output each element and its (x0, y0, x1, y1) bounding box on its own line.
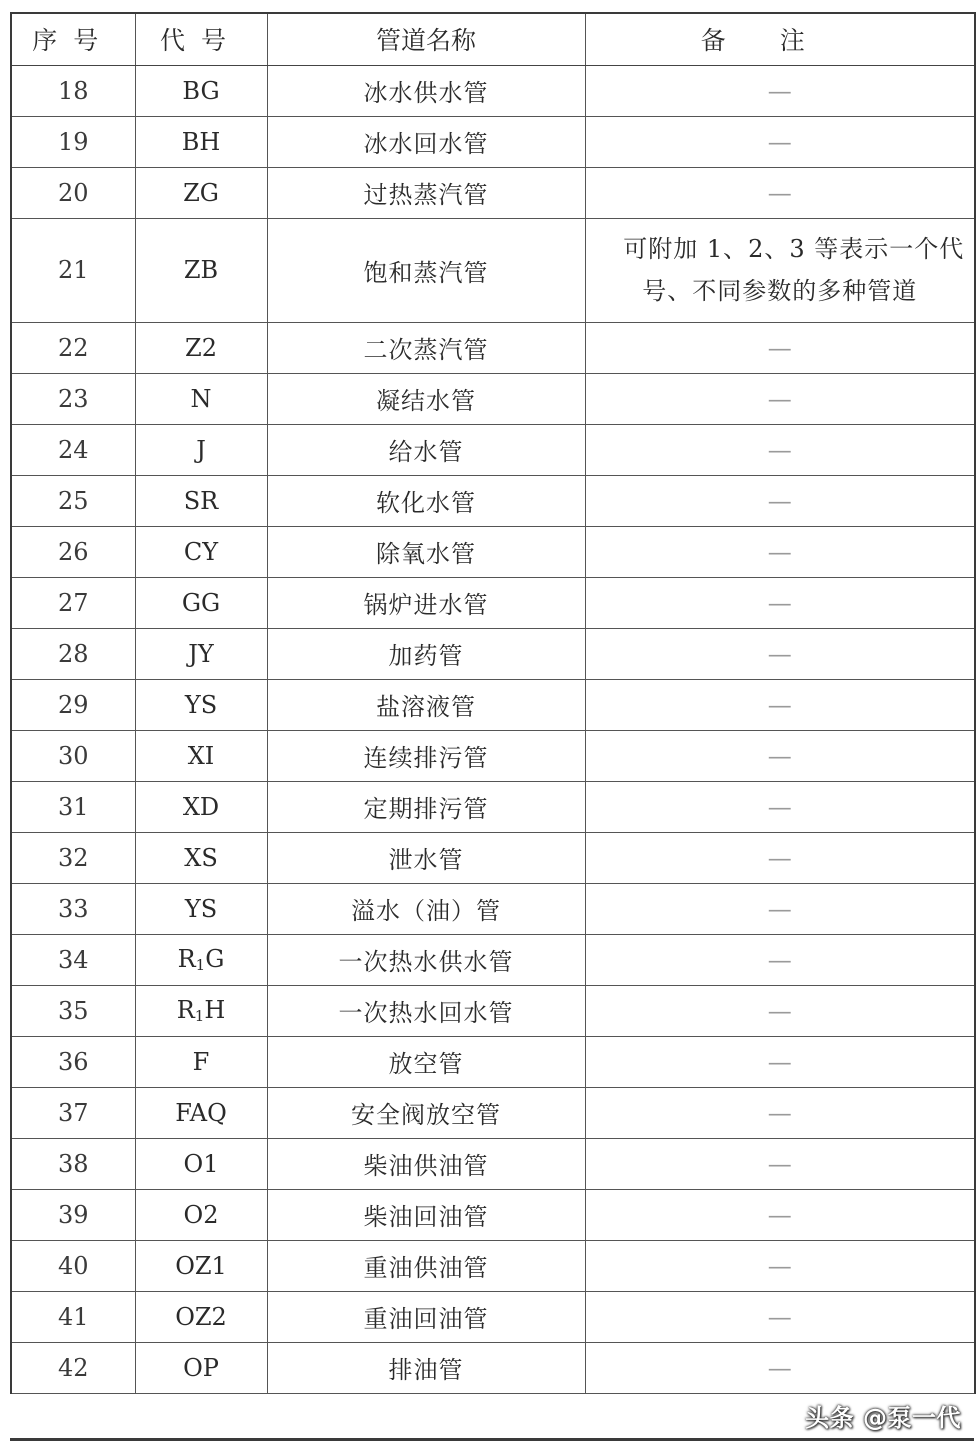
row-note: — (585, 475, 975, 526)
pipe-code-table (10, 12, 976, 1394)
table-row (11, 679, 975, 730)
table-row (11, 424, 975, 475)
row-seq: 39 (11, 1189, 135, 1240)
row-note: — (585, 934, 975, 985)
row-name: 饱和蒸汽管 (267, 218, 585, 322)
row-code: OZ1 (135, 1240, 267, 1291)
row-note: — (585, 116, 975, 167)
row-code: GG (135, 577, 267, 628)
row-name: 除氧水管 (267, 526, 585, 577)
row-name: 加药管 (267, 628, 585, 679)
row-seq: 30 (11, 730, 135, 781)
row-note: — (585, 1342, 975, 1393)
row-note: — (585, 1291, 975, 1342)
table-row (11, 985, 975, 1036)
row-name: 溢水（油）管 (267, 883, 585, 934)
row-seq: 18 (11, 65, 135, 116)
row-seq: 42 (11, 1342, 135, 1393)
row-seq: 37 (11, 1087, 135, 1138)
table-row (11, 934, 975, 985)
row-code: O2 (135, 1189, 267, 1240)
row-note: — (585, 1036, 975, 1087)
row-name: 过热蒸汽管 (267, 167, 585, 218)
row-note: — (585, 1240, 975, 1291)
row-seq: 41 (11, 1291, 135, 1342)
row-seq: 25 (11, 475, 135, 526)
row-code: Z2 (135, 322, 267, 373)
row-name: 一次热水回水管 (267, 985, 585, 1036)
row-note: — (585, 781, 975, 832)
row-code: XS (135, 832, 267, 883)
row-name: 重油供油管 (267, 1240, 585, 1291)
row-code: JY (135, 628, 267, 679)
row-code: XD (135, 781, 267, 832)
row-code: YS (135, 883, 267, 934)
row-name: 一次热水供水管 (267, 934, 585, 985)
row-code: ZB (135, 218, 267, 322)
row-name: 凝结水管 (267, 373, 585, 424)
table-row (11, 65, 975, 116)
row-code: ZG (135, 167, 267, 218)
row-seq: 20 (11, 167, 135, 218)
table-row (11, 1342, 975, 1393)
row-code: BH (135, 116, 267, 167)
row-note: — (585, 65, 975, 116)
table-row (11, 781, 975, 832)
table-row (11, 218, 975, 322)
watermark: 头条 @泵一代 (805, 1404, 961, 1432)
table-row (11, 1291, 975, 1342)
row-name: 泄水管 (267, 832, 585, 883)
row-note: — (585, 679, 975, 730)
row-seq: 27 (11, 577, 135, 628)
row-code: $R_1H$ (135, 985, 267, 1036)
table-row (11, 577, 975, 628)
row-code: F (135, 1036, 267, 1087)
row-seq: 35 (11, 985, 135, 1036)
row-seq: 22 (11, 322, 135, 373)
table-row (11, 1240, 975, 1291)
table-row (11, 1189, 975, 1240)
row-note: — (585, 424, 975, 475)
row-name: 安全阀放空管 (267, 1087, 585, 1138)
header-note: 备注 (585, 13, 975, 65)
table-row (11, 1138, 975, 1189)
row-note: — (585, 167, 975, 218)
row-code: OZ2 (135, 1291, 267, 1342)
row-note: — (585, 1189, 975, 1240)
row-name: 排油管 (267, 1342, 585, 1393)
row-note: — (585, 577, 975, 628)
row-name: 放空管 (267, 1036, 585, 1087)
table-row (11, 1036, 975, 1087)
header-seq: 序号 (11, 13, 135, 65)
header-name: 管道名称 (267, 13, 585, 65)
row-note: — (585, 883, 975, 934)
row-seq: 36 (11, 1036, 135, 1087)
table-row (11, 167, 975, 218)
row-note: — (585, 985, 975, 1036)
table-row (11, 475, 975, 526)
row-note: — (585, 1087, 975, 1138)
row-note: — (585, 526, 975, 577)
table-row (11, 730, 975, 781)
row-seq: 31 (11, 781, 135, 832)
row-code: O1 (135, 1138, 267, 1189)
row-seq: 32 (11, 832, 135, 883)
row-seq: 33 (11, 883, 135, 934)
row-note: — (585, 322, 975, 373)
row-code: YS (135, 679, 267, 730)
table-row (11, 1087, 975, 1138)
table-row (11, 883, 975, 934)
row-seq: 23 (11, 373, 135, 424)
row-note: — (585, 1138, 975, 1189)
row-name: 柴油供油管 (267, 1138, 585, 1189)
table-row (11, 322, 975, 373)
row-seq: 34 (11, 934, 135, 985)
row-code: $R_1G$ (135, 934, 267, 985)
row-name: 锅炉进水管 (267, 577, 585, 628)
row-seq: 40 (11, 1240, 135, 1291)
table-bottom-rule (10, 1438, 974, 1441)
row-name: 连续排污管 (267, 730, 585, 781)
row-code: N (135, 373, 267, 424)
row-note: — (585, 730, 975, 781)
row-code: CY (135, 526, 267, 577)
table-row (11, 116, 975, 167)
row-seq: 26 (11, 526, 135, 577)
row-name: 冰水回水管 (267, 116, 585, 167)
table-row (11, 628, 975, 679)
table-header-row (11, 13, 975, 65)
row-name: 定期排污管 (267, 781, 585, 832)
row-seq: 38 (11, 1138, 135, 1189)
row-note: 可附加 1、2、3 等表示一个代号、不同参数的多种管道 (585, 218, 975, 322)
row-name: 给水管 (267, 424, 585, 475)
row-name: 软化水管 (267, 475, 585, 526)
row-code: OP (135, 1342, 267, 1393)
row-seq: 28 (11, 628, 135, 679)
document-page (10, 12, 974, 1394)
row-code: J (135, 424, 267, 475)
row-name: 重油回油管 (267, 1291, 585, 1342)
row-name: 盐溶液管 (267, 679, 585, 730)
table-row (11, 373, 975, 424)
row-code: BG (135, 65, 267, 116)
row-name: 冰水供水管 (267, 65, 585, 116)
row-seq: 21 (11, 218, 135, 322)
row-note: — (585, 373, 975, 424)
table-body (11, 65, 975, 1393)
table-row (11, 526, 975, 577)
row-seq: 24 (11, 424, 135, 475)
row-note: — (585, 832, 975, 883)
row-name: 二次蒸汽管 (267, 322, 585, 373)
row-name: 柴油回油管 (267, 1189, 585, 1240)
table-row (11, 832, 975, 883)
row-note: — (585, 628, 975, 679)
row-code: SR (135, 475, 267, 526)
row-seq: 29 (11, 679, 135, 730)
row-code: FAQ (135, 1087, 267, 1138)
row-seq: 19 (11, 116, 135, 167)
row-code: XI (135, 730, 267, 781)
header-code: 代号 (135, 13, 267, 65)
